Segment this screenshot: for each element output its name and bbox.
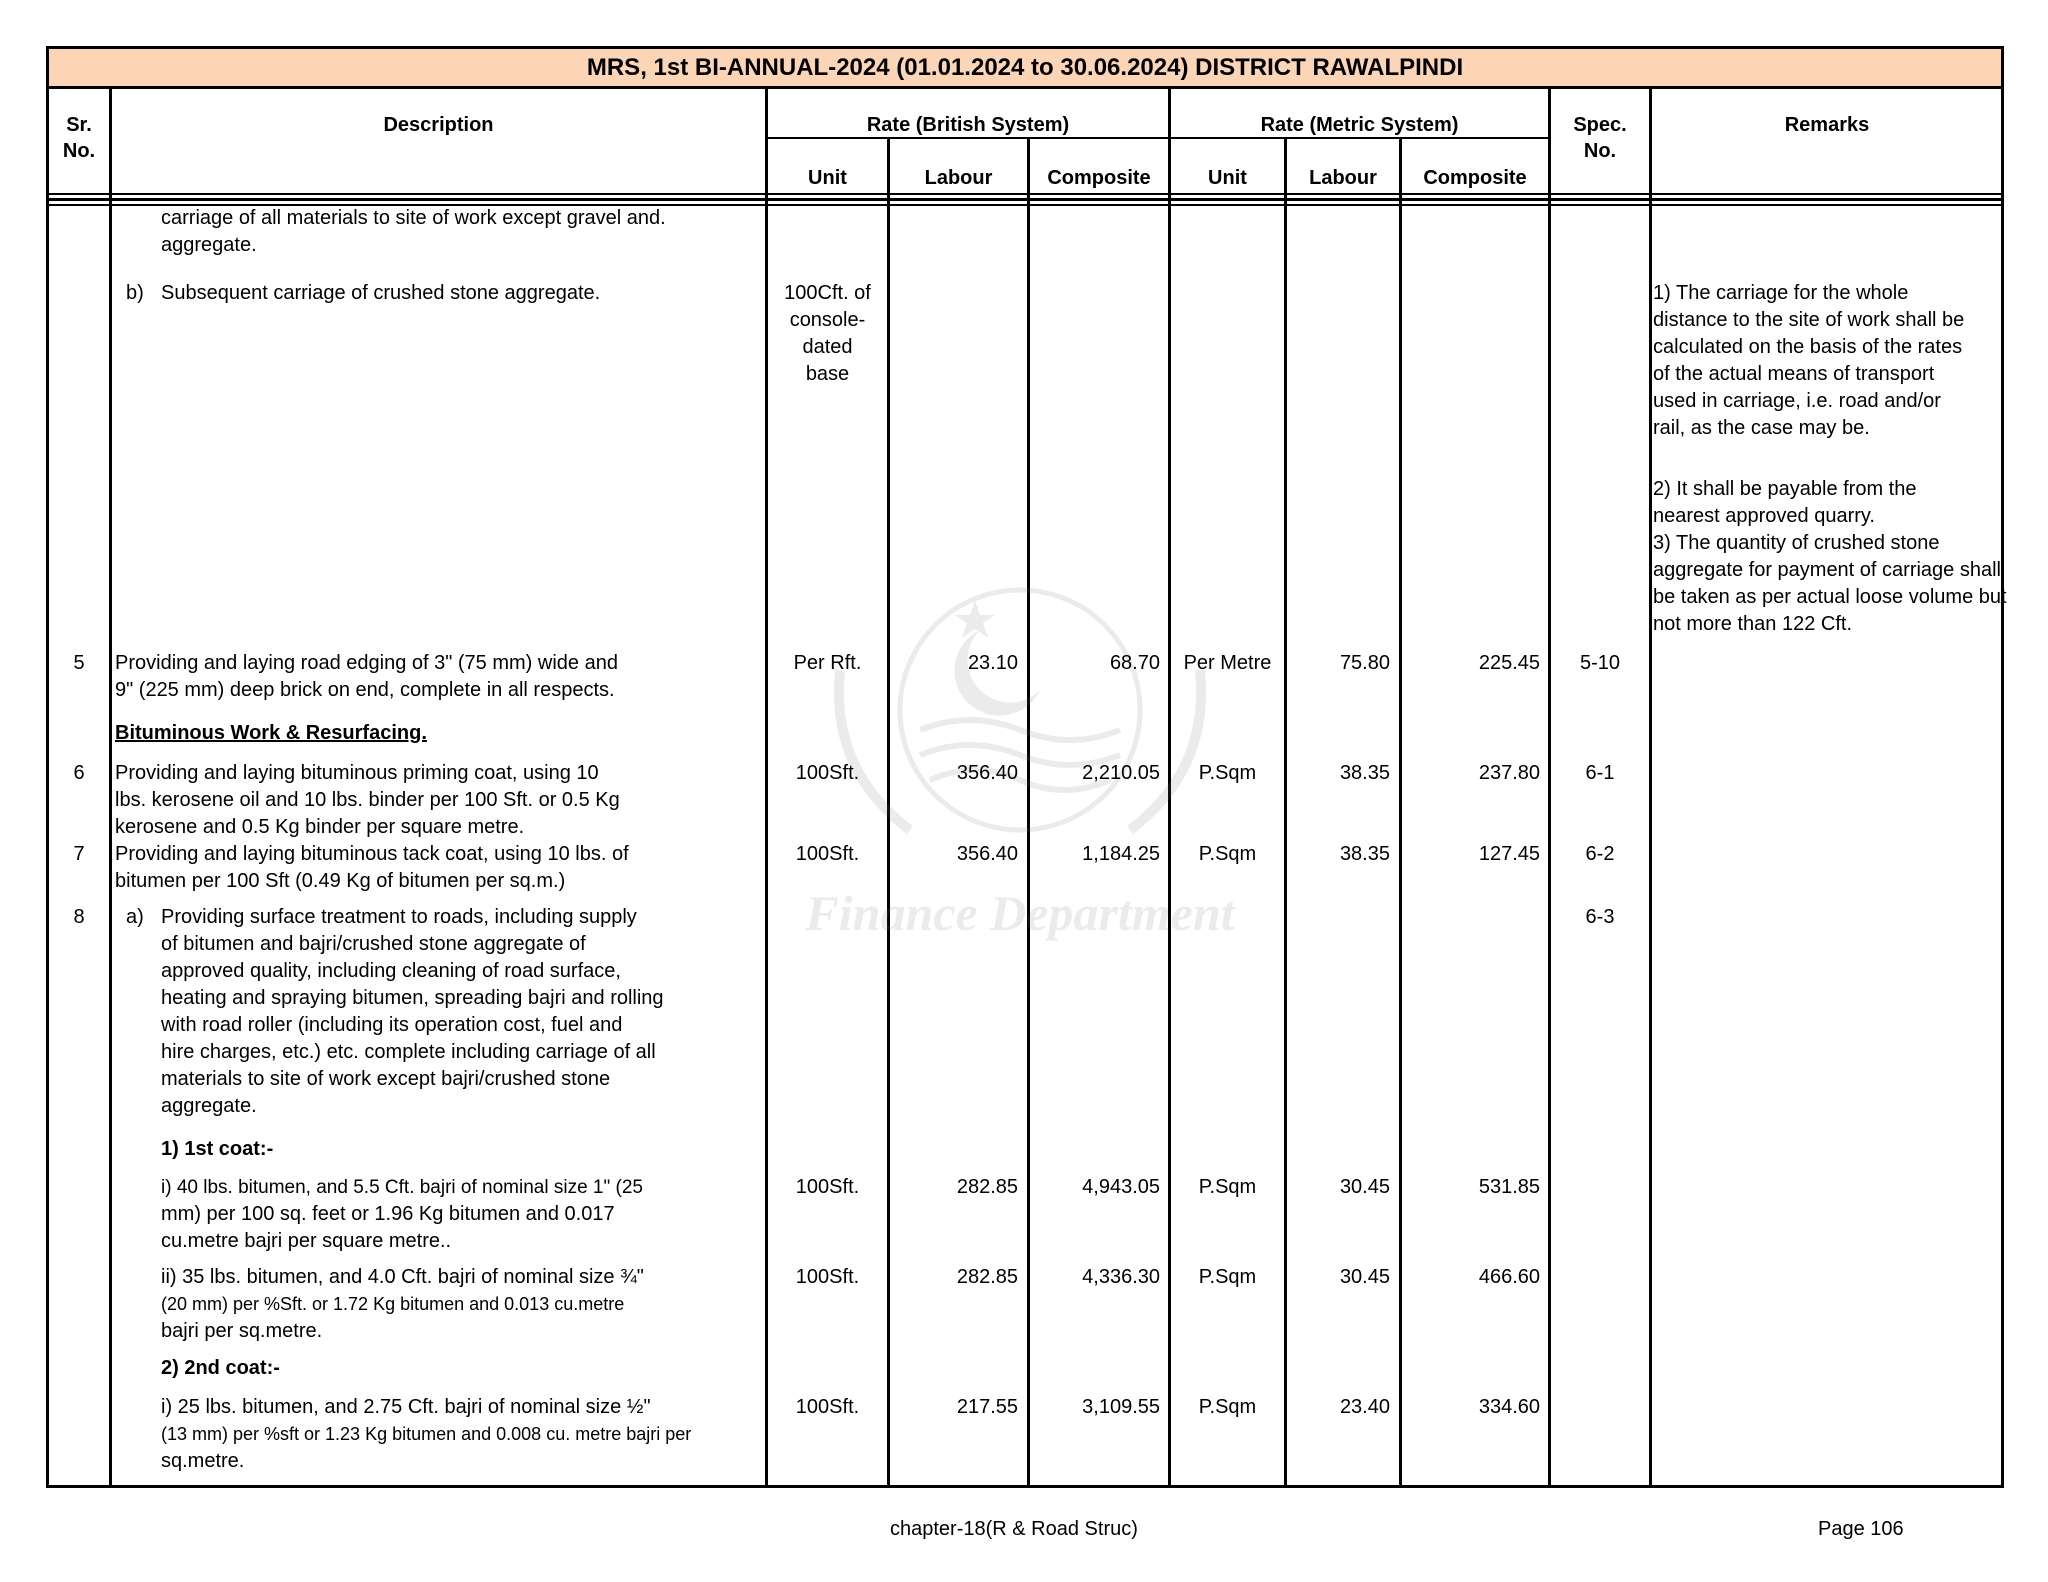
- remark-line: 2) It shall be payable from the: [1653, 478, 1917, 500]
- item-description: ii) 35 lbs. bitumen, and 4.0 Cft. bajri of nominal size ¾": [161, 1266, 644, 1288]
- section-heading: Bituminous Work & Resurfacing.: [115, 722, 427, 744]
- remark-line: of the actual means of transport: [1653, 363, 1935, 385]
- unit-metric: P.Sqm: [1198, 762, 1257, 784]
- item-description: 9" (225 mm) deep brick on end, complete in all respects.: [115, 679, 615, 701]
- item-description: sq.metre.: [161, 1450, 245, 1472]
- header-unit-metric: Unit: [1208, 167, 1247, 189]
- page-title: MRS, 1st BI-ANNUAL-2024 (01.01.2024 to 30.06.2024) DISTRICT RAWALPINDI: [49, 49, 2001, 89]
- item-description: i) 25 lbs. bitumen, and 2.75 Cft. bajri of nominal size ½": [161, 1396, 651, 1418]
- item-description: with road roller (including its operation cost, fuel and: [161, 1014, 623, 1036]
- divider: [109, 86, 112, 1486]
- item-description: (20 mm) per %Sft. or 1.72 Kg bitumen and 0.013 cu.metre: [161, 1294, 625, 1314]
- item-marker: b): [126, 282, 144, 304]
- composite-british: 2,210.05: [1082, 762, 1160, 784]
- unit-metric: P.Sqm: [1198, 1176, 1257, 1198]
- header-labour-metric: Labour: [1309, 167, 1377, 189]
- item-description: Providing and laying road edging of 3" (75 mm) wide and: [115, 652, 618, 674]
- labour-metric: 30.45: [1339, 1176, 1390, 1198]
- composite-british: 68.70: [1109, 652, 1160, 674]
- unit-metric: P.Sqm: [1198, 1396, 1257, 1418]
- header-spec-line1: Spec.: [1573, 114, 1627, 136]
- item-description: (13 mm) per %sft or 1.23 Kg bitumen and 0.008 cu. metre bajri per: [161, 1424, 692, 1444]
- item-description: approved quality, including cleaning of road surface,: [161, 960, 621, 982]
- unit-british: 100Sft.: [795, 1176, 860, 1198]
- spec-no: 6-3: [1585, 906, 1615, 928]
- item-marker: a): [126, 906, 144, 928]
- item-description: mm) per 100 sq. feet or 1.96 Kg bitumen and 0.017: [161, 1203, 615, 1225]
- composite-metric: 466.60: [1478, 1266, 1540, 1288]
- composite-british: 4,943.05: [1082, 1176, 1160, 1198]
- list-item: aggregate.: [161, 234, 257, 256]
- composite-metric: 225.45: [1478, 652, 1540, 674]
- header-composite-british: Composite: [1047, 167, 1151, 189]
- unit-metric: P.Sqm: [1198, 843, 1257, 865]
- unit-british: console-: [789, 309, 866, 331]
- header-spec: [1551, 112, 1649, 164]
- item-description: lbs. kerosene oil and 10 lbs. binder per 100 Sft. or 0.5 Kg: [115, 789, 620, 811]
- header-sr: [49, 112, 109, 164]
- labour-metric: 23.40: [1339, 1396, 1390, 1418]
- labour-metric: 75.80: [1339, 652, 1390, 674]
- sr-no: 5: [73, 652, 85, 674]
- remark-line: not more than 122 Cft.: [1653, 613, 1853, 635]
- remark-line: aggregate for payment of carriage shall: [1653, 559, 2001, 581]
- footer-chapter: chapter-18(R & Road Struc): [890, 1518, 1138, 1540]
- header-spec-line2: No.: [1583, 140, 1617, 162]
- header-sr-line2: No.: [62, 140, 96, 162]
- item-description: Providing and laying bituminous tack coat, using 10 lbs. of: [115, 843, 629, 865]
- item-description: aggregate.: [161, 1095, 257, 1117]
- sub-heading: 1) 1st coat:-: [161, 1138, 274, 1160]
- item-description: i) 40 lbs. bitumen, and 5.5 Cft. bajri of nominal size 1" (25: [161, 1177, 643, 1198]
- watermark-text: Finance Department: [805, 885, 1235, 941]
- unit-metric: Per Metre: [1183, 652, 1272, 674]
- sr-no: 8: [73, 906, 85, 928]
- unit-british: base: [805, 363, 850, 385]
- labour-british: 217.55: [956, 1396, 1018, 1418]
- composite-british: 1,184.25: [1082, 843, 1160, 865]
- item-description: of bitumen and bajri/crushed stone aggregate of: [161, 933, 586, 955]
- header-composite-metric: Composite: [1423, 167, 1527, 189]
- labour-metric: 30.45: [1339, 1266, 1390, 1288]
- composite-metric: 531.85: [1478, 1176, 1540, 1198]
- labour-metric: 38.35: [1339, 762, 1390, 784]
- unit-british: 100Sft.: [795, 762, 860, 784]
- item-description: Providing and laying bituminous priming coat, using 10: [115, 762, 599, 784]
- composite-metric: 127.45: [1478, 843, 1540, 865]
- divider: [49, 198, 2001, 201]
- labour-metric: 38.35: [1339, 843, 1390, 865]
- remark-line: be taken as per actual loose volume but: [1653, 586, 2007, 608]
- composite-metric: 334.60: [1478, 1396, 1540, 1418]
- unit-british: 100Sft.: [795, 1266, 860, 1288]
- spec-no: 6-1: [1585, 762, 1615, 784]
- remark-line: nearest approved quarry.: [1653, 505, 1875, 527]
- labour-british: 282.85: [956, 1266, 1018, 1288]
- header-labour-british: Labour: [924, 167, 993, 189]
- item-description: bitumen per 100 Sft (0.49 Kg of bitumen per sq.m.): [115, 870, 566, 892]
- footer-page-number: Page 106: [1818, 1518, 1904, 1540]
- header-rate-metric: Rate (Metric System): [1260, 114, 1459, 136]
- unit-british: Per Rft.: [793, 652, 862, 674]
- header-sr-line1: Sr.: [66, 114, 92, 136]
- unit-british: dated: [802, 336, 853, 358]
- divider: [49, 193, 2001, 195]
- unit-british: 100Cft. of: [784, 282, 871, 304]
- spec-no: 6-2: [1585, 843, 1615, 865]
- remark-line: calculated on the basis of the rates: [1653, 336, 1963, 358]
- spec-no: 5-10: [1579, 652, 1621, 674]
- remark-line: rail, as the case may be.: [1653, 417, 1870, 439]
- header-rate-british: Rate (British System): [866, 114, 1070, 136]
- header-remarks: Remarks: [1784, 114, 1870, 136]
- composite-british: 3,109.55: [1082, 1396, 1160, 1418]
- sub-heading: 2) 2nd coat:-: [161, 1357, 280, 1379]
- header-unit-british: Unit: [808, 167, 847, 189]
- item-description: bajri per sq.metre.: [161, 1320, 323, 1342]
- list-item: carriage of all materials to site of work except gravel and.: [161, 207, 666, 229]
- unit-british: 100Sft.: [795, 1396, 860, 1418]
- remark-line: 1) The carriage for the whole: [1653, 282, 1909, 304]
- item-description: kerosene and 0.5 Kg binder per square metre.: [115, 816, 525, 838]
- labour-british: 23.10: [967, 652, 1018, 674]
- labour-british: 356.40: [956, 843, 1018, 865]
- remark-line: distance to the site of work shall be: [1653, 309, 1965, 331]
- divider: [1649, 86, 1652, 1486]
- unit-british: 100Sft.: [795, 843, 860, 865]
- unit-metric: P.Sqm: [1198, 1266, 1257, 1288]
- labour-british: 356.40: [956, 762, 1018, 784]
- composite-british: 4,336.30: [1082, 1266, 1160, 1288]
- remark-line: 3) The quantity of crushed stone: [1653, 532, 1940, 554]
- header-description: Description: [383, 114, 494, 136]
- item-description: cu.metre bajri per square metre..: [161, 1230, 452, 1252]
- labour-british: 282.85: [956, 1176, 1018, 1198]
- sr-no: 6: [73, 762, 85, 784]
- item-description: heating and spraying bitumen, spreading bajri and rolling: [161, 987, 664, 1009]
- sr-no: 7: [73, 843, 85, 865]
- item-description: Providing surface treatment to roads, including supply: [161, 906, 637, 928]
- item-description: Subsequent carriage of crushed stone aggregate.: [161, 282, 601, 304]
- item-description: materials to site of work except bajri/crushed stone: [161, 1068, 611, 1090]
- item-description: hire charges, etc.) etc. complete including carriage of all: [161, 1041, 656, 1063]
- remark-line: used in carriage, i.e. road and/or: [1653, 390, 1941, 412]
- composite-metric: 237.80: [1478, 762, 1540, 784]
